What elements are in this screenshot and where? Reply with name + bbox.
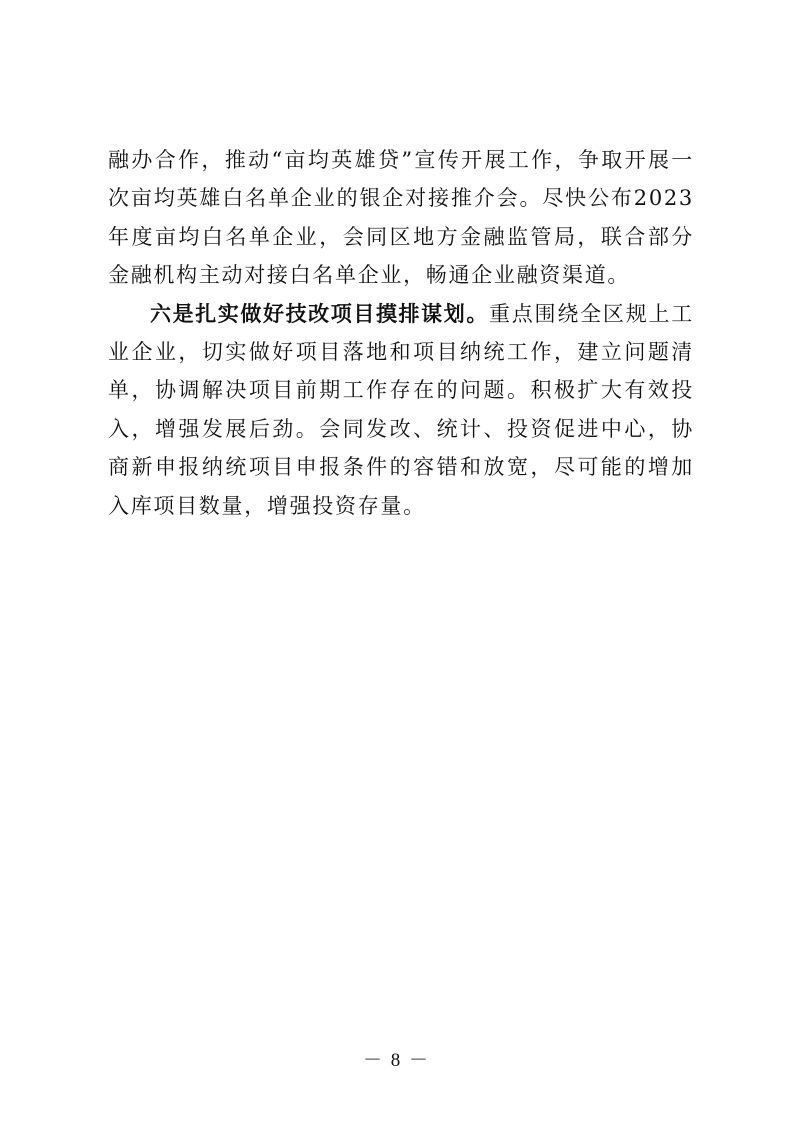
paragraph-section-six (108, 295, 694, 525)
page-number: － 8 － (362, 1050, 430, 1071)
body-text (108, 141, 694, 525)
paragraph-text: 融办合作，推动“亩均英雄贷”宣传开展工作，争取开展一次亩均英雄白名单企业的银企对接推介会。尽快公布2023年度亩均白名单企业，会同区地方金融监管局，联合部分金融机构主动对接白名单企业，畅通企业融资渠道。 (108, 148, 694, 288)
paragraph-text: 重点围绕全区规上工业企业，切实做好项目落地和项目纳统工作，建立问题清单，协调解决项目前期工作存在的问题。积极扩大有效投入，增强发展后劲。会同发改、统计、投资促进中心，协商新申报纳统项目申报条件的容错和放宽，尽可能的增加入库项目数量，增强投资存量。 (108, 301, 694, 518)
paragraph-lead-heading: 六是扎实做好技改项目摸排谋划。 (150, 301, 489, 326)
paragraph-continuation (108, 141, 694, 295)
